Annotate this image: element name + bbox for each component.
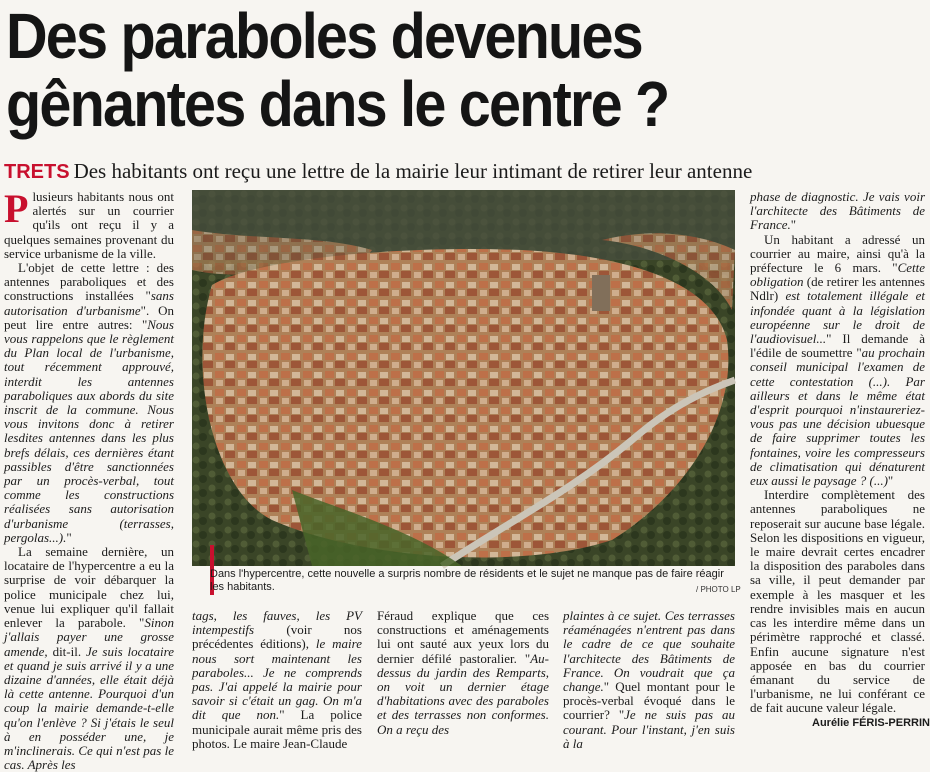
paragraph-1: [4, 190, 174, 261]
headline-line-1: Des paraboles devenues: [6, 0, 642, 72]
p2-a: L'objet de cette lettre : des antennes paraboliques et des constructions installées ": [4, 260, 174, 303]
photo-caption: Dans l'hypercentre, cette nouvelle a surpris nombre de résidents et le sujet ne manque pas de faire réagir les habitants.: [210, 568, 738, 594]
p3-a: La semaine dernière, un locataire de l'hypercentre a eu la surprise de voir débarquer la police municipale chez lui, venue lui expliquer qu'il fallait enlever la parabole. ": [4, 544, 174, 630]
p3-d: Je suis locataire et quand je suis arrivé il y a une dizaine d'années, elle était déjà là cette antenne. Pourquoi d'un coup la mairie demande-t-elle qu'on l'enlève ? Si j'étais le seul à en posséder une, je m'inclinerais. Ce qui n'est pas le cas. Après les: [4, 644, 174, 772]
column-5-paragraph-1: [750, 190, 925, 233]
paragraph-3: [4, 545, 174, 772]
c5-p2a: Un habitant a adressé un courrier au maire, ainsi qu'à la préfecture le 6 mars. ": [750, 232, 925, 275]
column-1: [4, 190, 174, 738]
headline-line-2: gênantes dans le centre ?: [6, 68, 668, 140]
drop-cap: P: [4, 192, 28, 226]
aerial-photo-village: [192, 190, 735, 566]
p2-c: ". On peut lire entre autres: ": [4, 303, 174, 332]
c5-p2f: au prochain conseil municipal l'examen de cette contestation (...). Par ailleurs et dans le même état d'esprit pourquoi n'instaureriez-vous pas une décision ubuesque de faire supprimer toutes les fontaines, voire les compresseurs de climatisation qui dénaturent eux aussi le paysage ? (...): [750, 345, 925, 488]
aerial-village-illustration: [192, 190, 735, 566]
column-5-paragraph-2: [750, 233, 925, 489]
column-5-paragraph-3: Interdire complètement des antennes paraboliques ne reposerait sur aucune base légale. Selon les dispositions en vigueur, le maire devrait certes encadrer la disposition des paraboles dans sa ville, il peut demander par exemple à les masquer et les rendre invisibles mais en aucun cas les interdire même dans un périmètre rapproché et classé. Enfin aucune signature n'est apposée en bas du courrier émanant du service de l'urbanisme, ne lui conférant ce de fait aucune valeur légale.: [750, 488, 925, 715]
c5-p1b: ": [791, 217, 796, 232]
subtitle-text: Des habitants ont reçu une lettre de la mairie leur intimant de retirer leur antenne: [74, 159, 753, 183]
column-3: [377, 609, 549, 739]
c2-a: tags, les fauves, les PV intempestifs: [192, 608, 362, 637]
p3-c: dit-il.: [48, 644, 86, 659]
c5-p2c: (de retirer les antennes Ndlr): [750, 274, 925, 303]
c2-c: le maire nous sort maintenant les paraboles... Je ne comprends pas. J'ai appelé la mairie pour savoir si c'était un gag. On m'a dit que non.: [192, 636, 362, 722]
c5-p2g: ": [888, 473, 893, 488]
c4-a: plaintes à ce sujet. Ces terrasses réaménagées n'entrent pas dans le cadre de ce que souhaite l'architecte des Bâtiments de France. On voudrait que ça change.: [563, 608, 735, 694]
column-2-paragraph: [192, 609, 362, 751]
p2-d: Nous vous rappelons que le règlement du Plan local de l'urbanisme, tout récemment approuvé, interdit les antennes paraboliques aux abords du site inscrit de la commune. Nous vous invitons donc à retirer lesdites antennes dans les plus brefs délais, ces dernières étant passibles d'être sanctionnées par un procès-verbal, tout comme les constructions réalisées sans autorisation d'urbanisme (terrasses, pergolas...).: [4, 317, 174, 545]
column-2: [192, 609, 362, 739]
c5-p2d: est totalement illégale et infondée quant à la législation européenne sur le droit de l'audiovisuel...: [750, 288, 925, 346]
photo-credit: / PHOTO LP: [696, 585, 741, 594]
paragraph-2: [4, 261, 174, 545]
c4-b: " Quel montant pour le procès-verbal évoqué dans le courrier? ": [563, 679, 735, 722]
c5-p2e: " Il demande à l'édile de soumettre ": [750, 331, 925, 360]
headline: [6, 2, 834, 138]
c3-b: Au-dessus du jardin des Remparts, on voit un dernier étage d'habitations avec des paraboles et des terrasses non conformes. On a reçu des: [377, 651, 549, 737]
column-4-paragraph: [563, 609, 735, 751]
p2-b: sans autorisation d'urbanisme: [4, 288, 174, 317]
c3-a: Féraud explique que ces constructions et aménagements lui ont sauté aux yeux lors du dernier défilé pastoralier. ": [377, 608, 549, 666]
c5-p2b: Cette obligation: [750, 260, 925, 289]
author-byline: Aurélie FÉRIS-PERRIN: [812, 717, 930, 729]
paragraph-1-text: lusieurs habitants nous ont alertés sur un courrier qu'ils ont reçu il y a quelques semaines provenant du service urbanisme de la ville.: [4, 189, 174, 261]
p3-b: Sinon j'allais payer une grosse amende,: [4, 615, 174, 658]
subheadline: [4, 158, 924, 185]
column-3-paragraph: [377, 609, 549, 737]
kicker-trets: TRETS: [4, 161, 70, 183]
column-4: [563, 609, 735, 739]
p2-e: ": [66, 530, 71, 545]
column-5: [750, 190, 925, 714]
c5-p1: phase de diagnostic. Je vais voir l'architecte des Bâtiments de France.: [750, 189, 925, 232]
c2-b: (voir nos précédentes éditions),: [192, 622, 362, 651]
c2-d: " La police municipale aurait même pris des photos. Le maire Jean-Claude: [192, 707, 362, 750]
c4-c: Je ne suis pas au courant. Pour l'instant, j'en suis à la: [563, 707, 735, 750]
